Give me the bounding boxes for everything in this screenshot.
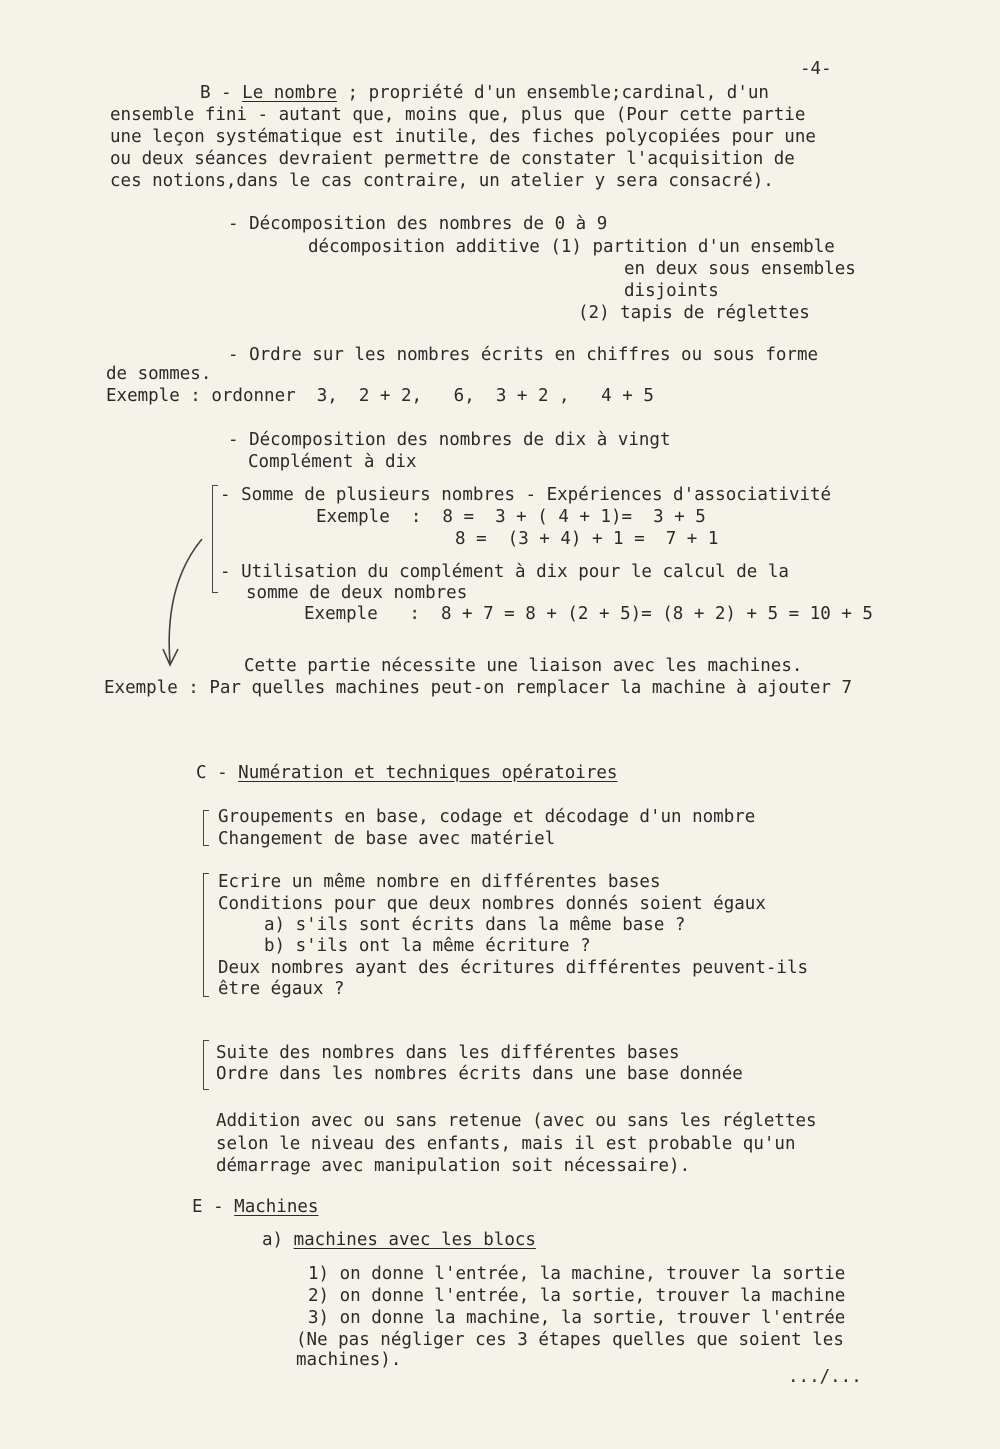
section-b-line-1-rest: ; propriété d'un ensemble;cardinal, d'un [336, 83, 769, 103]
addition-line-1: Addition avec ou sans retenue (avec ou sans les réglettes [216, 1111, 817, 1131]
page-number: -4- [800, 59, 832, 79]
machines-item-3: 3) on donne la machine, la sortie, trouver l'entrée [308, 1308, 846, 1328]
decomposition-line-3: disjoints [624, 281, 719, 301]
section-e-heading: Machines [234, 1197, 319, 1217]
groupements-line-1: Groupements en base, codage et décodage d'un nombre [218, 807, 756, 827]
bases-line-4: b) s'ils ont la même écriture ? [264, 936, 591, 956]
section-e-subtitle [262, 1229, 536, 1251]
utilisation-line-3: Exemple : 8 + 7 = 8 + (2 + 5)= (8 + 2) + 5 = 10 + 5 [304, 604, 873, 624]
ordre-line-1: - Ordre sur les nombres écrits en chiffres ou sous forme [228, 345, 819, 365]
curved-arrow-icon [150, 535, 210, 670]
ordre-line-2: de sommes. [106, 364, 212, 384]
section-b-line-1 [200, 82, 769, 104]
bases-line-3: a) s'ils sont écrits dans la même base ? [264, 915, 686, 935]
groupements-bracket [203, 810, 204, 846]
section-b-title: Le nombre [242, 83, 337, 103]
groupements-line-2: Changement de base avec matériel [218, 829, 556, 849]
decomposition-dix-line-1: - Décomposition des nombres de dix à vingt [228, 430, 671, 450]
machines-item-1: 1) on donne l'entrée, la machine, trouver la sortie [308, 1264, 846, 1284]
decomposition-additive: décomposition additive (1) partition d'un ensemble [308, 237, 835, 257]
suite-line-2: Ordre dans les nombres écrits dans une base donnée [216, 1064, 743, 1084]
section-e-title [192, 1196, 318, 1218]
section-b-line-2: ensemble fini - autant que, moins que, plus que (Pour cette partie [110, 105, 806, 125]
bases-line-1: Ecrire un même nombre en différentes bases [218, 872, 661, 892]
bases-bracket [203, 873, 204, 997]
section-c-title [196, 762, 617, 784]
decomposition-title: - Décomposition des nombres de 0 à 9 [228, 214, 608, 234]
bases-line-2: Conditions pour que deux nombres donnés soient égaux [218, 894, 766, 914]
section-e-sub-prefix: a) [262, 1230, 294, 1250]
continued-marker: .../... [788, 1367, 862, 1387]
machines-note-2: machines). [296, 1350, 402, 1370]
section-b-line-5: ces notions,dans le cas contraire, un atelier y sera consacré). [110, 171, 774, 191]
section-b-prefix: B - [200, 83, 243, 103]
addition-line-3: démarrage avec manipulation soit nécessaire). [216, 1156, 691, 1176]
somme-line-3: 8 = (3 + 4) + 1 = 7 + 1 [455, 529, 719, 549]
section-b-line-4: ou deux séances devraient permettre de constater l'acquisition de [110, 149, 795, 169]
somme-line-1: - Somme de plusieurs nombres - Expériences d'associativité [220, 485, 832, 505]
suite-line-1: Suite des nombres dans les différentes bases [216, 1043, 680, 1063]
somme-bracket [212, 485, 213, 593]
decomposition-line-2: en deux sous ensembles [624, 259, 856, 279]
ordre-example: Exemple : ordonner 3, 2 + 2, 6, 3 + 2 , 4 + 5 [106, 386, 654, 406]
utilisation-line-2: somme de deux nombres [246, 583, 468, 603]
bases-line-6: être égaux ? [218, 979, 345, 999]
machines-item-2: 2) on donne l'entrée, la sortie, trouver la machine [308, 1286, 846, 1306]
bases-line-5: Deux nombres ayant des écritures différentes peuvent-ils [218, 958, 809, 978]
section-c-prefix: C - [196, 763, 239, 783]
addition-line-2: selon le niveau des enfants, mais il est probable qu'un [216, 1134, 796, 1154]
section-b-line-3: une leçon systématique est inutile, des fiches polycopiées pour une [110, 127, 816, 147]
decomposition-line-4: (2) tapis de réglettes [578, 303, 810, 323]
decomposition-dix-line-2: Complément à dix [248, 452, 417, 472]
suite-bracket [203, 1040, 204, 1090]
utilisation-line-1: - Utilisation du complément à dix pour le calcul de la [220, 562, 789, 582]
section-e-prefix: E - [192, 1197, 235, 1217]
section-e-sub-heading: machines avec les blocs [293, 1230, 536, 1250]
machines-note-1: (Ne pas négliger ces 3 étapes quelles que soient les [296, 1330, 844, 1350]
partie-line-1: Cette partie nécessite une liaison avec les machines. [244, 656, 803, 676]
section-c-heading: Numération et techniques opératoires [238, 763, 618, 783]
partie-line-2: Exemple : Par quelles machines peut-on remplacer la machine à ajouter 7 [104, 678, 853, 698]
somme-line-2: Exemple : 8 = 3 + ( 4 + 1)= 3 + 5 [316, 507, 706, 527]
